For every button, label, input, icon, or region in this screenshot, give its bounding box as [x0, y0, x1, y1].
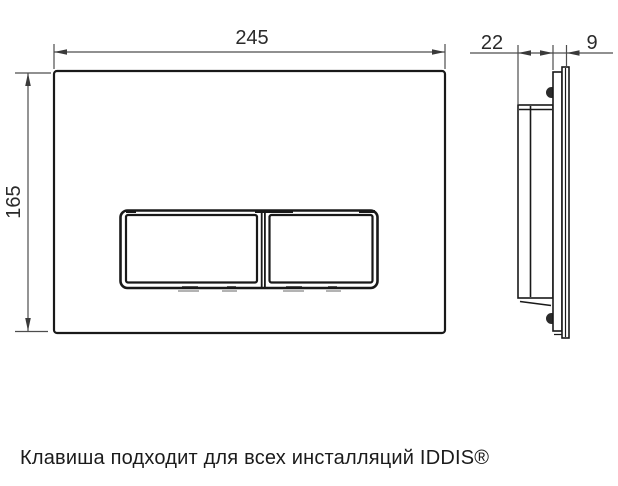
front-view: [54, 71, 445, 333]
arrowhead-left-icon: [54, 49, 67, 55]
arrowhead-right-icon: [540, 50, 553, 56]
caption-text: Клавиша подходит для всех инсталляций IDDIS®: [20, 447, 490, 469]
side-view: [518, 67, 569, 338]
label-plate-width: 245: [235, 27, 269, 49]
arrowhead-left-icon: [518, 50, 531, 56]
label-plate-thickness: 9: [586, 32, 598, 54]
arrowhead-down-icon: [25, 318, 31, 331]
label-installation-depth: 22: [480, 32, 504, 54]
rear-housing: [518, 105, 553, 298]
arrowhead-up-icon: [25, 73, 31, 86]
flush-plate-outline: [54, 71, 445, 333]
plate-profile-back: [553, 72, 562, 331]
arrowhead-left-icon: [567, 50, 580, 56]
arrowhead-right-icon: [432, 49, 445, 55]
label-plate-height: 165: [3, 185, 25, 219]
